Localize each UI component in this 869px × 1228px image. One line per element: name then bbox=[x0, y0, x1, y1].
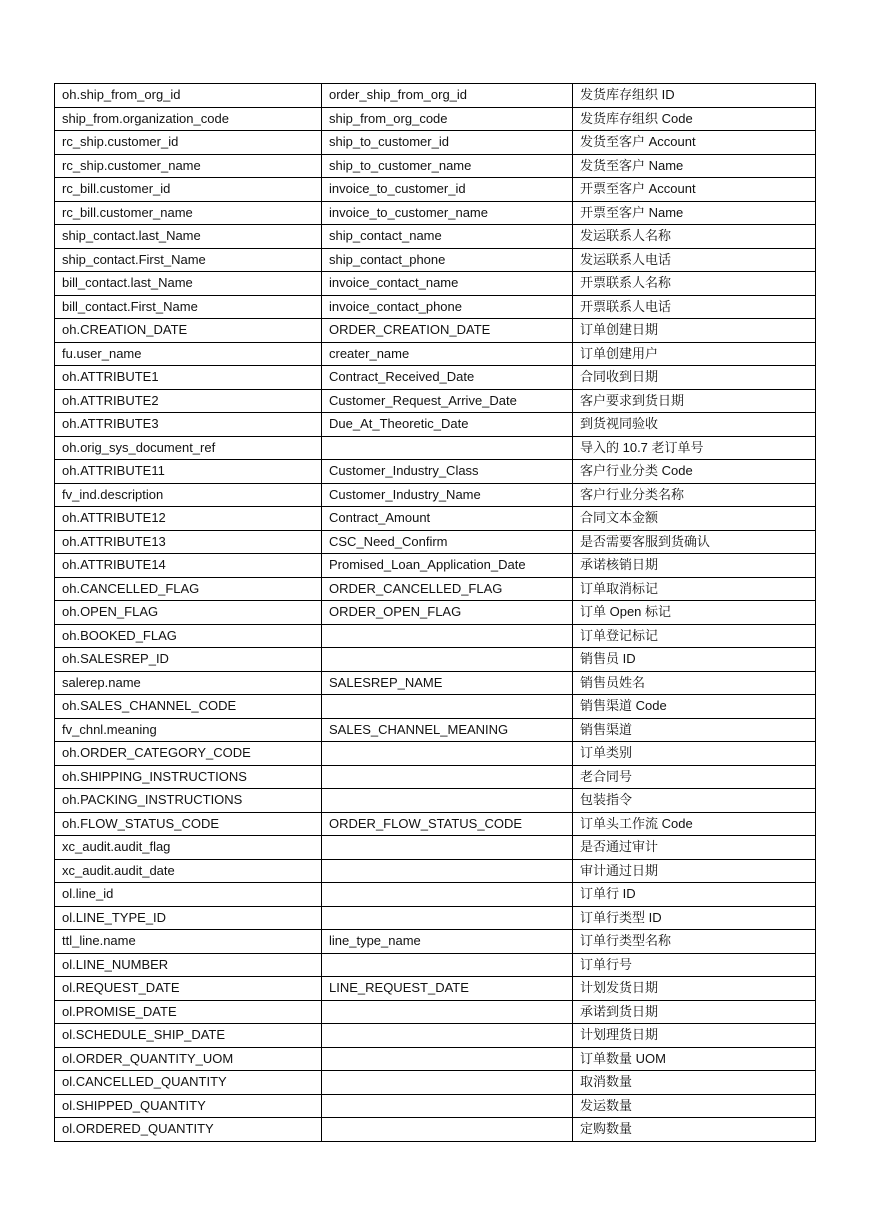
source-column-cell: ol.CANCELLED_QUANTITY bbox=[55, 1071, 322, 1095]
table-row bbox=[55, 1094, 816, 1118]
source-column-cell: oh.SHIPPING_INSTRUCTIONS bbox=[55, 765, 322, 789]
source-column-cell: ol.REQUEST_DATE bbox=[55, 977, 322, 1001]
target-column-cell: CSC_Need_Confirm bbox=[322, 530, 573, 554]
description-cell: 开票联系人电话 bbox=[573, 295, 816, 319]
table-row bbox=[55, 671, 816, 695]
description-cell: 订单类别 bbox=[573, 742, 816, 766]
table-row bbox=[55, 812, 816, 836]
table-row bbox=[55, 366, 816, 390]
target-column-cell: ship_to_customer_id bbox=[322, 131, 573, 155]
source-column-cell: ol.PROMISE_DATE bbox=[55, 1000, 322, 1024]
source-column-cell: oh.ship_from_org_id bbox=[55, 84, 322, 108]
source-column-cell: bill_contact.last_Name bbox=[55, 272, 322, 296]
target-column-cell bbox=[322, 695, 573, 719]
table-row bbox=[55, 389, 816, 413]
target-column-cell: ship_contact_name bbox=[322, 225, 573, 249]
table-row bbox=[55, 648, 816, 672]
table-row bbox=[55, 154, 816, 178]
source-column-cell: ship_from.organization_code bbox=[55, 107, 322, 131]
table-row bbox=[55, 883, 816, 907]
source-column-cell: oh.CREATION_DATE bbox=[55, 319, 322, 343]
source-column-cell: oh.ATTRIBUTE1 bbox=[55, 366, 322, 390]
target-column-cell bbox=[322, 906, 573, 930]
source-column-cell: oh.BOOKED_FLAG bbox=[55, 624, 322, 648]
source-column-cell: fv_ind.description bbox=[55, 483, 322, 507]
table-row bbox=[55, 295, 816, 319]
source-column-cell: oh.ORDER_CATEGORY_CODE bbox=[55, 742, 322, 766]
table-row bbox=[55, 765, 816, 789]
table-row bbox=[55, 342, 816, 366]
source-column-cell: bill_contact.First_Name bbox=[55, 295, 322, 319]
description-cell: 到货视同验收 bbox=[573, 413, 816, 437]
target-column-cell: ORDER_FLOW_STATUS_CODE bbox=[322, 812, 573, 836]
source-column-cell: ol.LINE_TYPE_ID bbox=[55, 906, 322, 930]
table-row bbox=[55, 107, 816, 131]
target-column-cell: Customer_Industry_Class bbox=[322, 460, 573, 484]
table-row bbox=[55, 507, 816, 531]
table-row bbox=[55, 84, 816, 108]
target-column-cell bbox=[322, 789, 573, 813]
description-cell: 合同收到日期 bbox=[573, 366, 816, 390]
target-column-cell bbox=[322, 1000, 573, 1024]
source-column-cell: rc_ship.customer_name bbox=[55, 154, 322, 178]
description-cell: 导入的 10.7 老订单号 bbox=[573, 436, 816, 460]
description-cell: 订单行 ID bbox=[573, 883, 816, 907]
target-column-cell: creater_name bbox=[322, 342, 573, 366]
description-cell: 开票至客户 Name bbox=[573, 201, 816, 225]
source-column-cell: ttl_line.name bbox=[55, 930, 322, 954]
target-column-cell bbox=[322, 1047, 573, 1071]
target-column-cell: Customer_Industry_Name bbox=[322, 483, 573, 507]
target-column-cell bbox=[322, 883, 573, 907]
source-column-cell: fv_chnl.meaning bbox=[55, 718, 322, 742]
description-cell: 发运联系人名称 bbox=[573, 225, 816, 249]
target-column-cell bbox=[322, 836, 573, 860]
description-cell: 承诺核销日期 bbox=[573, 554, 816, 578]
target-column-cell: ship_from_org_code bbox=[322, 107, 573, 131]
target-column-cell: order_ship_from_org_id bbox=[322, 84, 573, 108]
table-row bbox=[55, 718, 816, 742]
description-cell: 发货库存组织 Code bbox=[573, 107, 816, 131]
source-column-cell: rc_ship.customer_id bbox=[55, 131, 322, 155]
table-row bbox=[55, 695, 816, 719]
table-row bbox=[55, 977, 816, 1001]
target-column-cell: line_type_name bbox=[322, 930, 573, 954]
target-column-cell bbox=[322, 624, 573, 648]
target-column-cell: invoice_to_customer_name bbox=[322, 201, 573, 225]
table-row bbox=[55, 624, 816, 648]
description-cell: 老合同号 bbox=[573, 765, 816, 789]
description-cell: 是否需要客服到货确认 bbox=[573, 530, 816, 554]
source-column-cell: ol.LINE_NUMBER bbox=[55, 953, 322, 977]
description-cell: 订单创建日期 bbox=[573, 319, 816, 343]
source-column-cell: xc_audit.audit_date bbox=[55, 859, 322, 883]
target-column-cell: invoice_contact_name bbox=[322, 272, 573, 296]
target-column-cell bbox=[322, 742, 573, 766]
source-column-cell: oh.CANCELLED_FLAG bbox=[55, 577, 322, 601]
table-row bbox=[55, 906, 816, 930]
table-row bbox=[55, 201, 816, 225]
description-cell: 销售员 ID bbox=[573, 648, 816, 672]
description-cell: 取消数量 bbox=[573, 1071, 816, 1095]
source-column-cell: fu.user_name bbox=[55, 342, 322, 366]
target-column-cell: Promised_Loan_Application_Date bbox=[322, 554, 573, 578]
source-column-cell: ship_contact.First_Name bbox=[55, 248, 322, 272]
table-row bbox=[55, 554, 816, 578]
table-row bbox=[55, 248, 816, 272]
source-column-cell: oh.ATTRIBUTE2 bbox=[55, 389, 322, 413]
target-column-cell: LINE_REQUEST_DATE bbox=[322, 977, 573, 1001]
source-column-cell: oh.SALES_CHANNEL_CODE bbox=[55, 695, 322, 719]
description-cell: 订单行类型名称 bbox=[573, 930, 816, 954]
source-column-cell: xc_audit.audit_flag bbox=[55, 836, 322, 860]
source-column-cell: oh.FLOW_STATUS_CODE bbox=[55, 812, 322, 836]
table-row bbox=[55, 836, 816, 860]
description-cell: 订单头工作流 Code bbox=[573, 812, 816, 836]
description-cell: 审计通过日期 bbox=[573, 859, 816, 883]
description-cell: 是否通过审计 bbox=[573, 836, 816, 860]
source-column-cell: oh.PACKING_INSTRUCTIONS bbox=[55, 789, 322, 813]
description-cell: 发货至客户 Name bbox=[573, 154, 816, 178]
table-row bbox=[55, 1000, 816, 1024]
target-column-cell: invoice_to_customer_id bbox=[322, 178, 573, 202]
target-column-cell bbox=[322, 765, 573, 789]
source-column-cell: rc_bill.customer_id bbox=[55, 178, 322, 202]
table-row bbox=[55, 319, 816, 343]
target-column-cell: invoice_contact_phone bbox=[322, 295, 573, 319]
field-mapping-table-body bbox=[55, 84, 816, 1142]
target-column-cell bbox=[322, 1094, 573, 1118]
table-row bbox=[55, 953, 816, 977]
target-column-cell bbox=[322, 1024, 573, 1048]
table-row bbox=[55, 460, 816, 484]
target-column-cell bbox=[322, 1118, 573, 1142]
table-row bbox=[55, 272, 816, 296]
source-column-cell: ol.ORDERED_QUANTITY bbox=[55, 1118, 322, 1142]
description-cell: 销售员姓名 bbox=[573, 671, 816, 695]
description-cell: 计划理货日期 bbox=[573, 1024, 816, 1048]
table-row bbox=[55, 436, 816, 460]
description-cell: 订单 Open 标记 bbox=[573, 601, 816, 625]
description-cell: 定购数量 bbox=[573, 1118, 816, 1142]
table-row bbox=[55, 859, 816, 883]
table-row bbox=[55, 789, 816, 813]
target-column-cell bbox=[322, 648, 573, 672]
description-cell: 订单创建用户 bbox=[573, 342, 816, 366]
source-column-cell: oh.ATTRIBUTE14 bbox=[55, 554, 322, 578]
description-cell: 客户要求到货日期 bbox=[573, 389, 816, 413]
source-column-cell: oh.ATTRIBUTE3 bbox=[55, 413, 322, 437]
target-column-cell bbox=[322, 1071, 573, 1095]
source-column-cell: ol.ORDER_QUANTITY_UOM bbox=[55, 1047, 322, 1071]
source-column-cell: oh.SALESREP_ID bbox=[55, 648, 322, 672]
table-row bbox=[55, 1024, 816, 1048]
description-cell: 销售渠道 bbox=[573, 718, 816, 742]
target-column-cell: SALESREP_NAME bbox=[322, 671, 573, 695]
description-cell: 订单取消标记 bbox=[573, 577, 816, 601]
table-row bbox=[55, 742, 816, 766]
table-row bbox=[55, 1047, 816, 1071]
table-row bbox=[55, 601, 816, 625]
description-cell: 订单登记标记 bbox=[573, 624, 816, 648]
description-cell: 包装指令 bbox=[573, 789, 816, 813]
description-cell: 合同文本金额 bbox=[573, 507, 816, 531]
source-column-cell: oh.ATTRIBUTE11 bbox=[55, 460, 322, 484]
source-column-cell: ol.line_id bbox=[55, 883, 322, 907]
source-column-cell: ol.SHIPPED_QUANTITY bbox=[55, 1094, 322, 1118]
source-column-cell: oh.orig_sys_document_ref bbox=[55, 436, 322, 460]
description-cell: 客户行业分类 Code bbox=[573, 460, 816, 484]
description-cell: 开票联系人名称 bbox=[573, 272, 816, 296]
target-column-cell: ship_to_customer_name bbox=[322, 154, 573, 178]
target-column-cell bbox=[322, 953, 573, 977]
table-row bbox=[55, 930, 816, 954]
table-row bbox=[55, 131, 816, 155]
table-row bbox=[55, 225, 816, 249]
table-row bbox=[55, 577, 816, 601]
target-column-cell bbox=[322, 859, 573, 883]
target-column-cell: ship_contact_phone bbox=[322, 248, 573, 272]
source-column-cell: ol.SCHEDULE_SHIP_DATE bbox=[55, 1024, 322, 1048]
description-cell: 发货库存组织 ID bbox=[573, 84, 816, 108]
target-column-cell: SALES_CHANNEL_MEANING bbox=[322, 718, 573, 742]
target-column-cell: Contract_Amount bbox=[322, 507, 573, 531]
description-cell: 发运联系人电话 bbox=[573, 248, 816, 272]
source-column-cell: oh.OPEN_FLAG bbox=[55, 601, 322, 625]
source-column-cell: ship_contact.last_Name bbox=[55, 225, 322, 249]
source-column-cell: oh.ATTRIBUTE13 bbox=[55, 530, 322, 554]
description-cell: 订单行类型 ID bbox=[573, 906, 816, 930]
target-column-cell: ORDER_CANCELLED_FLAG bbox=[322, 577, 573, 601]
description-cell: 销售渠道 Code bbox=[573, 695, 816, 719]
source-column-cell: salerep.name bbox=[55, 671, 322, 695]
table-row bbox=[55, 1071, 816, 1095]
description-cell: 开票至客户 Account bbox=[573, 178, 816, 202]
target-column-cell: Customer_Request_Arrive_Date bbox=[322, 389, 573, 413]
table-row bbox=[55, 1118, 816, 1142]
source-column-cell: oh.ATTRIBUTE12 bbox=[55, 507, 322, 531]
target-column-cell: Contract_Received_Date bbox=[322, 366, 573, 390]
description-cell: 发运数量 bbox=[573, 1094, 816, 1118]
description-cell: 订单数量 UOM bbox=[573, 1047, 816, 1071]
table-row bbox=[55, 413, 816, 437]
target-column-cell: ORDER_CREATION_DATE bbox=[322, 319, 573, 343]
description-cell: 承诺到货日期 bbox=[573, 1000, 816, 1024]
source-column-cell: rc_bill.customer_name bbox=[55, 201, 322, 225]
description-cell: 订单行号 bbox=[573, 953, 816, 977]
table-row bbox=[55, 530, 816, 554]
table-row bbox=[55, 483, 816, 507]
target-column-cell: Due_At_Theoretic_Date bbox=[322, 413, 573, 437]
table-row bbox=[55, 178, 816, 202]
description-cell: 计划发货日期 bbox=[573, 977, 816, 1001]
description-cell: 客户行业分类名称 bbox=[573, 483, 816, 507]
description-cell: 发货至客户 Account bbox=[573, 131, 816, 155]
target-column-cell bbox=[322, 436, 573, 460]
target-column-cell: ORDER_OPEN_FLAG bbox=[322, 601, 573, 625]
field-mapping-table bbox=[54, 83, 816, 1142]
